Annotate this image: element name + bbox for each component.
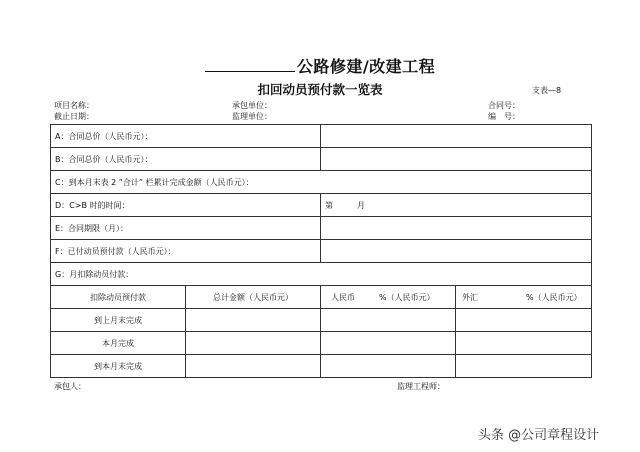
row-e-label: E：合同期限（月）：: [51, 217, 321, 240]
table-row: [51, 263, 592, 286]
header-fx-cell: [456, 286, 592, 309]
deduct-cell[interactable]: [186, 309, 321, 332]
header-deduct: 扣除动员预付款: [51, 286, 186, 309]
table-header-row: [51, 286, 592, 309]
deduct-cell[interactable]: [321, 332, 456, 355]
meta-supervisor-unit-label: 监理单位：: [232, 112, 272, 121]
row-e-value[interactable]: [321, 217, 592, 240]
meta-cutoff-date-label: 截止日期：: [54, 112, 94, 121]
table-row: [51, 332, 592, 355]
deduct-cell[interactable]: [321, 309, 456, 332]
row-a-label: A：合同总价（人民币元）：: [51, 125, 321, 148]
meta-contractor-label: 承包单位：: [232, 101, 272, 110]
header-total-amount: 总计金额（人民币元）: [186, 286, 321, 309]
meta-contract-no-label: 合同号：: [488, 101, 520, 110]
document-subtitle: 扣回动员预付款一览表: [257, 82, 383, 97]
table-row: [51, 355, 592, 378]
deduct-cell[interactable]: [321, 355, 456, 378]
title-blank-line: [205, 57, 295, 72]
row-d-month: 第 月: [321, 194, 592, 217]
row-a-value[interactable]: [321, 125, 592, 148]
row-g-label: G：月扣除动员付款：: [51, 263, 592, 286]
header-rmb-percent: %（人民币元）: [379, 292, 435, 302]
table-row: [51, 217, 592, 240]
header-rmb-cell: [321, 286, 456, 309]
row-f-value[interactable]: [321, 240, 592, 263]
deduct-cell[interactable]: [186, 332, 321, 355]
deduct-row-label: 到上月末完成: [51, 309, 186, 332]
row-b-label: B：合同总价（人民币元）：: [51, 148, 321, 171]
header-fx: 外汇: [462, 292, 479, 302]
deduct-row-label: 本月完成: [51, 332, 186, 355]
deduction-form-table: [50, 124, 592, 378]
table-row: [51, 148, 592, 171]
row-d-label: D：C>B 时的时间：: [51, 194, 321, 217]
row-c-label: C：到本月末表 2 “合计” 栏累计完成金额（人民币元）：: [51, 171, 592, 194]
footer-engineer-label: 监理工程师：: [397, 382, 445, 391]
deduct-cell[interactable]: [456, 355, 592, 378]
watermark: 头条 @公司章程设计: [478, 428, 600, 443]
table-row: [51, 309, 592, 332]
table-row: [51, 125, 592, 148]
footer-contractor-label: 承包人：: [54, 382, 86, 391]
table-row: [51, 194, 592, 217]
meta-project-label: 项目名称：: [54, 101, 94, 110]
header-rmb: 人民币: [331, 292, 356, 302]
header-fx-percent: %（人民币元）: [526, 292, 582, 302]
form-code: 支表—8: [532, 86, 562, 95]
row-f-label: F：已付动员预付款（人民币元）：: [51, 240, 321, 263]
document-title: [0, 54, 640, 77]
meta-number-label: 编 号：: [488, 112, 520, 121]
deduct-cell[interactable]: [456, 309, 592, 332]
row-b-value[interactable]: [321, 148, 592, 171]
deduct-row-label: 到本月末完成: [51, 355, 186, 378]
document-title-text: 公路修建/改建工程: [296, 57, 436, 76]
deduct-cell[interactable]: [186, 355, 321, 378]
deduct-cell[interactable]: [456, 332, 592, 355]
table-row: [51, 240, 592, 263]
table-row: [51, 171, 592, 194]
